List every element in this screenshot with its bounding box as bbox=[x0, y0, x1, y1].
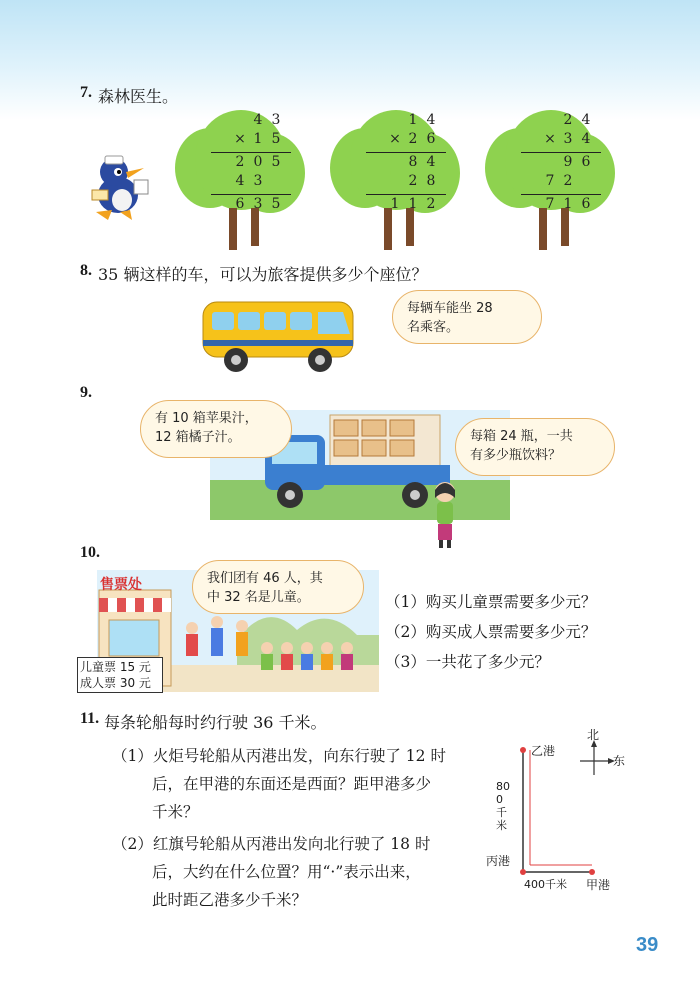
calc-digit: 4 bbox=[581, 131, 591, 147]
calc-row bbox=[175, 154, 305, 172]
distance-north-label: 800千米 bbox=[496, 780, 510, 832]
bus-illustration bbox=[198, 292, 363, 382]
calc-digit: 2 bbox=[426, 196, 436, 212]
q11-number: 11. bbox=[80, 710, 100, 727]
calc-digit: 3 bbox=[271, 112, 281, 128]
calc-line bbox=[211, 194, 291, 195]
calc-digit: 2 bbox=[563, 173, 573, 189]
calc-digit: 4 bbox=[426, 154, 436, 170]
port-c-dot bbox=[520, 869, 526, 875]
calc-digit: 3 bbox=[253, 173, 263, 189]
q10-sub1: （1）购买儿童票需要多少元？ bbox=[385, 593, 597, 611]
calc-digit: 5 bbox=[271, 154, 281, 170]
tree-calculation-3 bbox=[485, 108, 615, 248]
q9-right-bubble bbox=[455, 418, 615, 476]
q9-right-line1: 每箱 24 瓶，一共 bbox=[470, 429, 573, 444]
q8-text: 35 辆这样的车，可以为旅客提供多少个座位？ bbox=[98, 265, 428, 284]
calc-row bbox=[485, 173, 615, 191]
ticket-office-sign: 售票处 bbox=[100, 577, 142, 593]
port-a-dot bbox=[589, 869, 595, 875]
q7-text: 森林医生。 bbox=[98, 87, 179, 106]
calc-line bbox=[366, 194, 446, 195]
calc-digit: 8 bbox=[426, 173, 436, 189]
calc-digit: 2 bbox=[408, 131, 418, 147]
q8-bubble-line1: 每辆车能坐 28 bbox=[407, 301, 493, 316]
page-number: 39 bbox=[636, 934, 659, 956]
calc-row bbox=[330, 196, 460, 214]
q9-right-line2: 有多少瓶饮料？ bbox=[470, 448, 562, 463]
calc-row bbox=[485, 154, 615, 172]
q7-number: 7. bbox=[80, 84, 92, 101]
calc-line bbox=[211, 152, 291, 153]
calc-digit: 2 bbox=[235, 154, 245, 170]
calc-digit: 9 bbox=[563, 154, 573, 170]
port-b-label: 乙港 bbox=[531, 744, 556, 758]
calc-digit: 1 bbox=[390, 196, 400, 212]
tree-calculation-2 bbox=[330, 108, 460, 248]
compass-north-label: 北 bbox=[587, 728, 600, 742]
calc-digit: 4 bbox=[253, 112, 263, 128]
calc-digit: 1 bbox=[408, 196, 418, 212]
bird-doctor-illustration bbox=[78, 150, 158, 225]
calc-digit: 6 bbox=[581, 154, 591, 170]
q10-bubble-line1: 我们团有 46 人，其 bbox=[207, 571, 323, 586]
q8-speech-bubble bbox=[392, 290, 542, 344]
q11-sub1-line3: 千米？ bbox=[152, 803, 199, 821]
calc-row bbox=[175, 173, 305, 191]
compass-east-label: 东 bbox=[613, 754, 626, 768]
q9-left-line2: 12 箱橘子汁。 bbox=[155, 430, 241, 445]
port-b-dot bbox=[520, 747, 526, 753]
calc-digit: 4 bbox=[426, 112, 436, 128]
calc-digit: 2 bbox=[563, 112, 573, 128]
calc-row bbox=[175, 131, 305, 149]
calc-digit: 2 bbox=[408, 173, 418, 189]
q9-number: 9. bbox=[80, 384, 92, 401]
q9-left-line1: 有 10 箱苹果汁， bbox=[155, 411, 258, 426]
tree-calculation-1 bbox=[175, 108, 305, 248]
calc-row bbox=[175, 196, 305, 214]
calc-digit: 5 bbox=[271, 131, 281, 147]
q9-left-bubble bbox=[140, 400, 292, 458]
ticket-price-board bbox=[77, 657, 163, 693]
price-adult: 成人票 30 元 bbox=[80, 676, 151, 690]
calc-digit: 5 bbox=[271, 196, 281, 212]
calc-digit: × bbox=[389, 131, 401, 147]
calc-digit: 1 bbox=[408, 112, 418, 128]
port-a-label: 甲港 bbox=[586, 878, 611, 892]
calc-row bbox=[330, 131, 460, 149]
calc-line bbox=[521, 194, 601, 195]
q11-sub1-line1: （1）火炬号轮船从丙港出发，向东行驶了 12 时 bbox=[112, 747, 446, 765]
calc-digit: × bbox=[544, 131, 556, 147]
calc-digit: 0 bbox=[253, 154, 263, 170]
q10-speech-bubble bbox=[192, 560, 364, 614]
distance-east-label: 400千米 bbox=[524, 878, 567, 891]
q11-sub2-line3: 此时距乙港多少千米？ bbox=[152, 891, 308, 909]
calc-digit: 8 bbox=[408, 154, 418, 170]
calc-digit: × bbox=[234, 131, 246, 147]
calc-row bbox=[485, 112, 615, 130]
calc-digit: 3 bbox=[253, 196, 263, 212]
q10-sub3: （3）一共花了多少元？ bbox=[385, 653, 550, 671]
calc-digit: 6 bbox=[581, 196, 591, 212]
calc-digit: 1 bbox=[563, 196, 573, 212]
q8-bubble-line2: 名乘客。 bbox=[407, 320, 460, 335]
girl-illustration bbox=[425, 480, 465, 550]
calc-row bbox=[330, 112, 460, 130]
price-child: 儿童票 15 元 bbox=[80, 660, 151, 674]
calc-digit: 6 bbox=[235, 196, 245, 212]
port-c-label: 丙港 bbox=[486, 854, 511, 868]
calc-row bbox=[330, 173, 460, 191]
calc-digit: 7 bbox=[545, 196, 555, 212]
calc-row bbox=[485, 131, 615, 149]
q11-text: 每条轮船每时约行驶 36 千米。 bbox=[104, 713, 327, 732]
calc-digit: 7 bbox=[545, 173, 555, 189]
q8-number: 8. bbox=[80, 262, 92, 279]
calc-digit: 4 bbox=[235, 173, 245, 189]
calc-digit: 3 bbox=[563, 131, 573, 147]
calc-row bbox=[485, 196, 615, 214]
q11-sub2-line1: （2）红旗号轮船从丙港出发向北行驶了 18 时 bbox=[112, 835, 431, 853]
calc-row bbox=[175, 112, 305, 130]
q10-number: 10. bbox=[80, 544, 100, 561]
calc-digit: 6 bbox=[426, 131, 436, 147]
q10-bubble-line2: 中 32 名是儿童。 bbox=[207, 590, 310, 605]
q11-sub2-line2: 后，大约在什么位置？用“·”表示出来， bbox=[152, 863, 421, 881]
q10-sub2: （2）购买成人票需要多少元？ bbox=[385, 623, 597, 641]
q11-sub1-line2: 后，在甲港的东面还是西面？距甲港多少 bbox=[152, 775, 432, 793]
calc-line bbox=[521, 152, 601, 153]
calc-digit: 1 bbox=[253, 131, 263, 147]
calc-digit: 4 bbox=[581, 112, 591, 128]
calc-row bbox=[330, 154, 460, 172]
calc-line bbox=[366, 152, 446, 153]
